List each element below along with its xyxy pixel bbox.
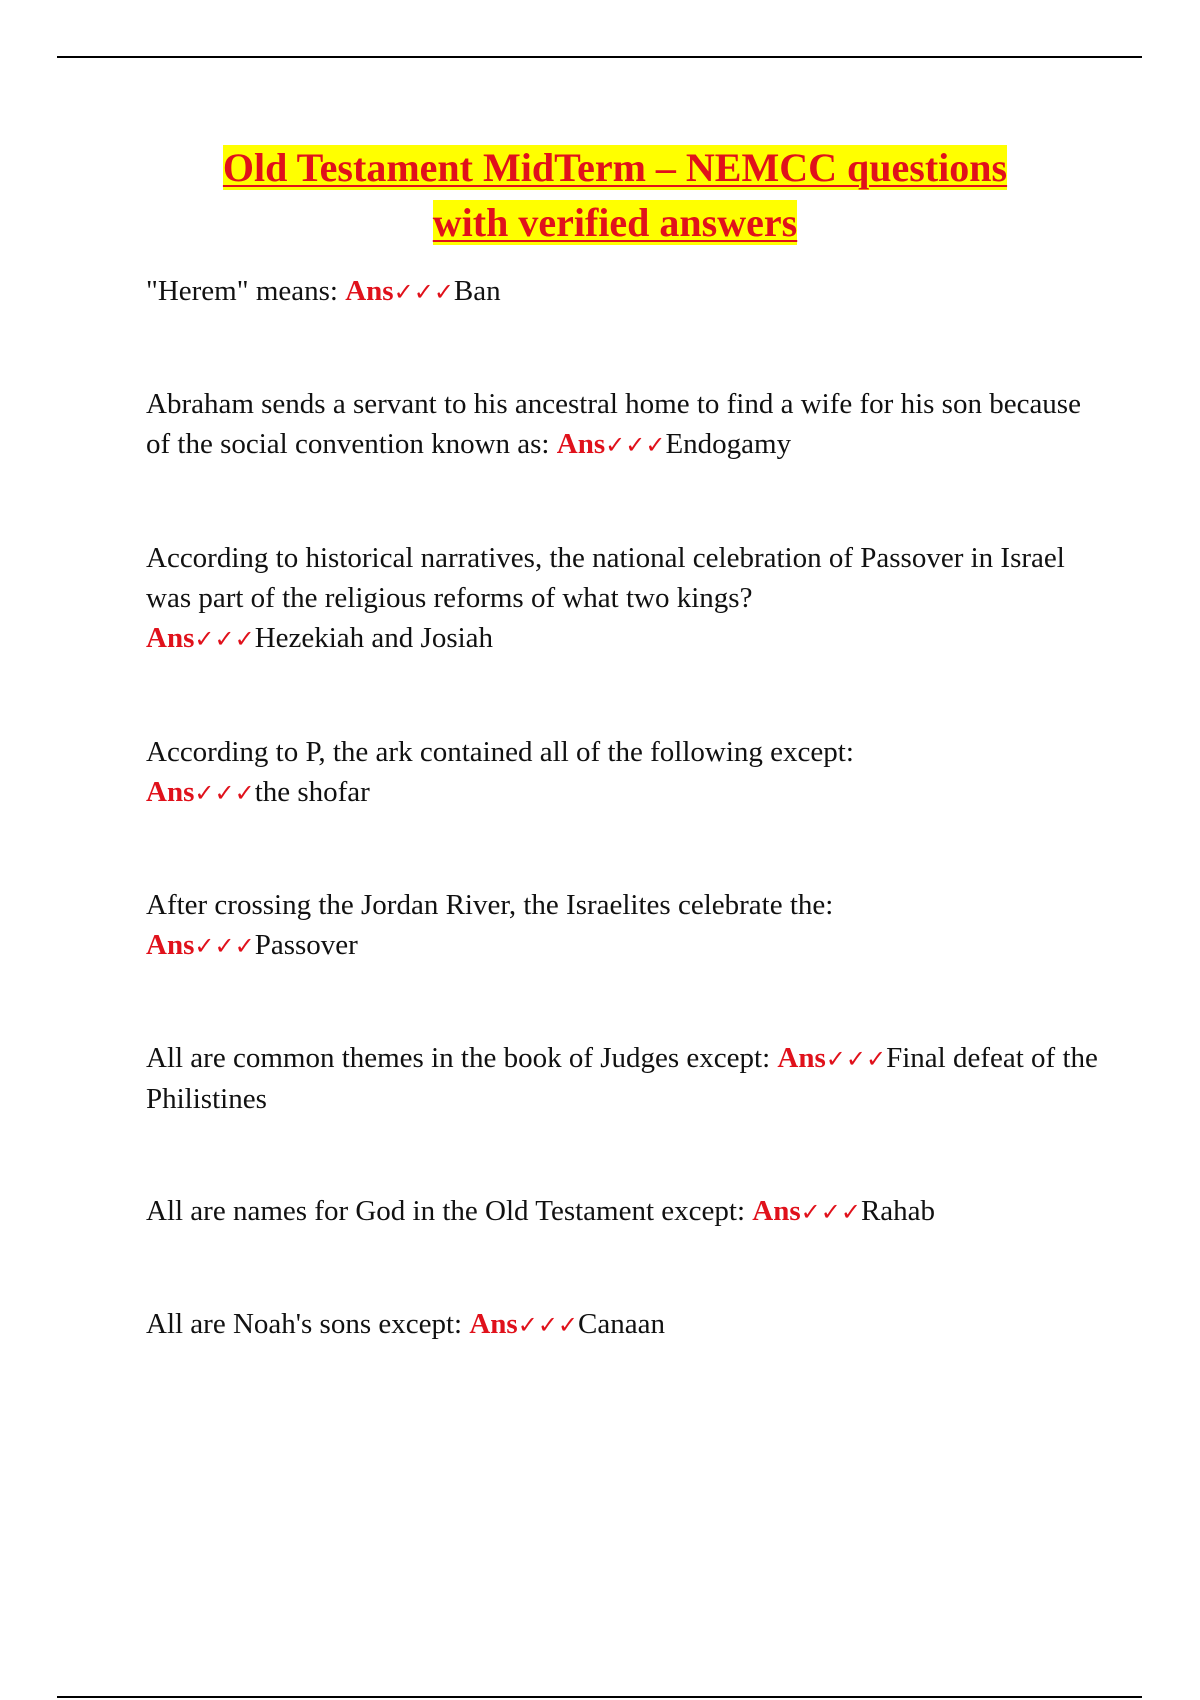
title-line-2: with verified answers — [432, 200, 798, 245]
qa-item — [146, 1304, 1106, 1345]
checkmarks: ✓✓✓ — [194, 932, 255, 960]
question-text: After crossing the Jordan River, the Israelites celebrate the: — [146, 889, 834, 921]
qa-item — [146, 885, 1106, 966]
qa-item — [146, 1191, 1106, 1232]
bottom-rule — [57, 1696, 1142, 1698]
question-text: Abraham sends a servant to his ancestral home to find a wife for his son because of the social convention known as: — [146, 388, 1081, 460]
answer-text: Passover — [254, 929, 358, 961]
answer-text: Final defeat of the Philistines — [146, 1042, 1098, 1115]
question-text: All are Noah's sons except: — [146, 1308, 470, 1340]
answer-text: Rahab — [860, 1195, 936, 1227]
title-line-1: Old Testament MidTerm – NEMCC questions — [222, 145, 1008, 190]
qa-item — [146, 384, 1106, 465]
page-title — [100, 140, 1130, 250]
qa-item — [146, 732, 1106, 813]
checkmarks: ✓✓✓ — [194, 625, 255, 653]
answer-label: Ans — [556, 428, 606, 460]
answer-label: Ans — [777, 1042, 826, 1074]
qa-item — [146, 538, 1106, 659]
question-text: According to P, the ark contained all of the following except: — [146, 736, 854, 768]
answer-label: Ans — [469, 1308, 518, 1340]
checkmarks: ✓✓✓ — [825, 1045, 887, 1073]
qa-item — [146, 1038, 1106, 1119]
question-text: "Herem" means: — [146, 275, 346, 307]
answer-text: the shofar — [254, 776, 370, 808]
question-text: According to historical narratives, the national celebration of Passover in Israel was part of the religious reforms of what two kings? — [146, 542, 1065, 614]
checkmarks: ✓✓✓ — [393, 278, 454, 306]
checkmarks: ✓✓✓ — [800, 1198, 861, 1226]
top-rule — [57, 56, 1142, 58]
answer-text: Canaan — [578, 1308, 665, 1340]
checkmarks: ✓✓✓ — [517, 1311, 579, 1339]
answer-text: Hezekiah and Josiah — [254, 622, 494, 654]
answer-text: Ban — [453, 275, 501, 307]
checkmarks: ✓✓✓ — [605, 431, 666, 459]
answer-label: Ans — [146, 622, 195, 654]
answer-label: Ans — [752, 1195, 801, 1227]
answer-label: Ans — [146, 929, 195, 961]
checkmarks: ✓✓✓ — [194, 779, 255, 807]
question-text: All are names for God in the Old Testament except: — [146, 1195, 753, 1227]
answer-text: Endogamy — [665, 428, 792, 460]
question-text: All are common themes in the book of Judges except: — [146, 1042, 778, 1074]
qa-item — [146, 271, 1106, 312]
answer-label: Ans — [146, 776, 195, 808]
answer-label: Ans — [345, 275, 394, 307]
